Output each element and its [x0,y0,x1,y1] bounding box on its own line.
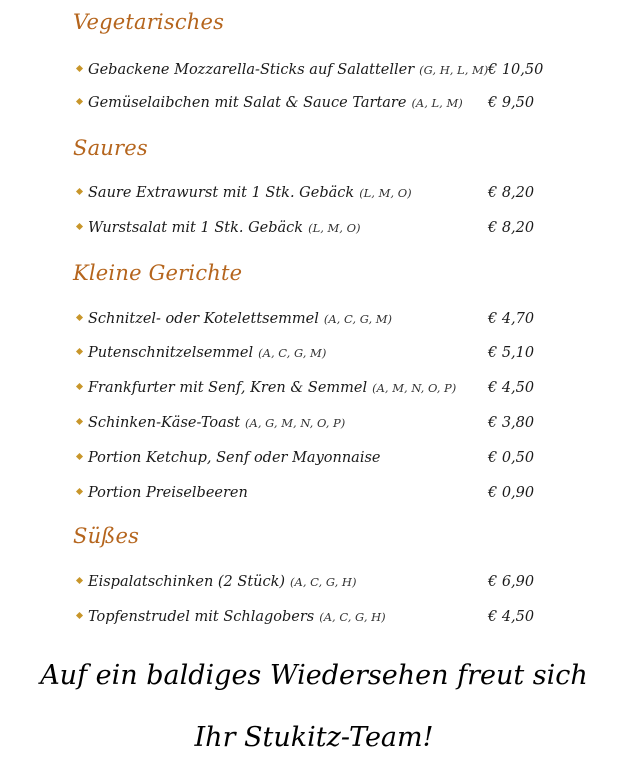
item-allergens: (A, C, G, H) [290,575,357,589]
section-title-suesses: Süßes [73,524,140,548]
item-name: Portion Preiselbeeren [88,485,248,501]
item-allergens: (A, M, N, O, P) [372,381,457,395]
item-price: € 9,50 [488,95,535,111]
section-title-kleine-gerichte: Kleine Gerichte [73,261,243,285]
item-price: € 6,90 [488,574,535,590]
diamond-bullet-icon [76,223,84,231]
item-name: Gemüselaibchen mit Salat & Sauce Tartare [88,95,407,111]
item-price: € 10,50 [488,62,544,78]
item-name: Topfenstrudel mit Schlagobers [88,609,315,625]
item-name: Frankfurter mit Senf, Kren & Semmel [88,380,368,396]
diamond-bullet-icon [76,383,84,391]
diamond-bullet-icon [76,348,84,356]
item-name: Eispalatschinken (2 Stück) [88,574,286,590]
diamond-bullet-icon [76,188,84,196]
menu-item [76,307,556,331]
item-name: Wurstsalat mit 1 Stk. Gebäck [88,220,304,236]
diamond-bullet-icon [76,65,84,73]
diamond-bullet-icon [76,577,84,585]
diamond-bullet-icon [76,488,84,496]
item-allergens: (A, C, G, H) [319,610,386,624]
menu-item [76,341,556,365]
item-name: Gebackene Mozzarella-Sticks auf Salatteller [88,62,415,78]
item-price: € 8,20 [488,220,535,236]
item-allergens: (A, C, G, M) [323,312,393,326]
diamond-bullet-icon [76,453,84,461]
diamond-bullet-icon [76,612,84,620]
menu-item [76,605,556,629]
item-name: Putenschnitzelsemmel [88,345,254,361]
item-allergens: (A, C, G, M) [258,346,327,360]
menu-item [76,181,556,205]
section-title-saures: Saures [73,136,148,160]
menu-item [76,91,556,115]
item-name: Schnitzel- oder Kotelettsemmel [88,311,319,327]
item-allergens: (L, M, O) [308,221,361,235]
menu-item [76,58,556,82]
diamond-bullet-icon [76,418,84,426]
item-allergens: (L, M, O) [359,186,412,200]
menu-item [76,446,556,470]
item-price: € 8,20 [488,185,535,201]
item-allergens: (A, L, M) [411,96,463,110]
item-allergens: (G, H, L, M) [419,63,489,77]
item-price: € 0,90 [488,485,535,501]
menu-item [76,570,556,594]
menu-item [76,216,556,240]
diamond-bullet-icon [76,314,84,322]
item-name: Portion Ketchup, Senf oder Mayonnaise [88,450,381,466]
item-price: € 0,50 [488,450,535,466]
section-title-vegetarisches: Vegetarisches [73,10,225,34]
item-allergens: (A, G, M, N, O, P) [245,416,346,430]
item-name: Saure Extrawurst mit 1 Stk. Gebäck [88,185,355,201]
footer-signature: Ihr Stukitz-Team! [194,722,434,753]
menu-item [76,411,556,435]
item-price: € 4,50 [488,380,535,396]
item-price: € 5,10 [488,345,535,361]
item-price: € 4,70 [488,311,535,327]
item-price: € 4,50 [488,609,535,625]
menu-item [76,481,556,505]
footer-greeting: Auf ein baldiges Wiedersehen freut sich [40,660,588,691]
diamond-bullet-icon [76,98,84,106]
menu-item [76,376,556,400]
item-price: € 3,80 [488,415,535,431]
item-name: Schinken-Käse-Toast [88,415,241,431]
